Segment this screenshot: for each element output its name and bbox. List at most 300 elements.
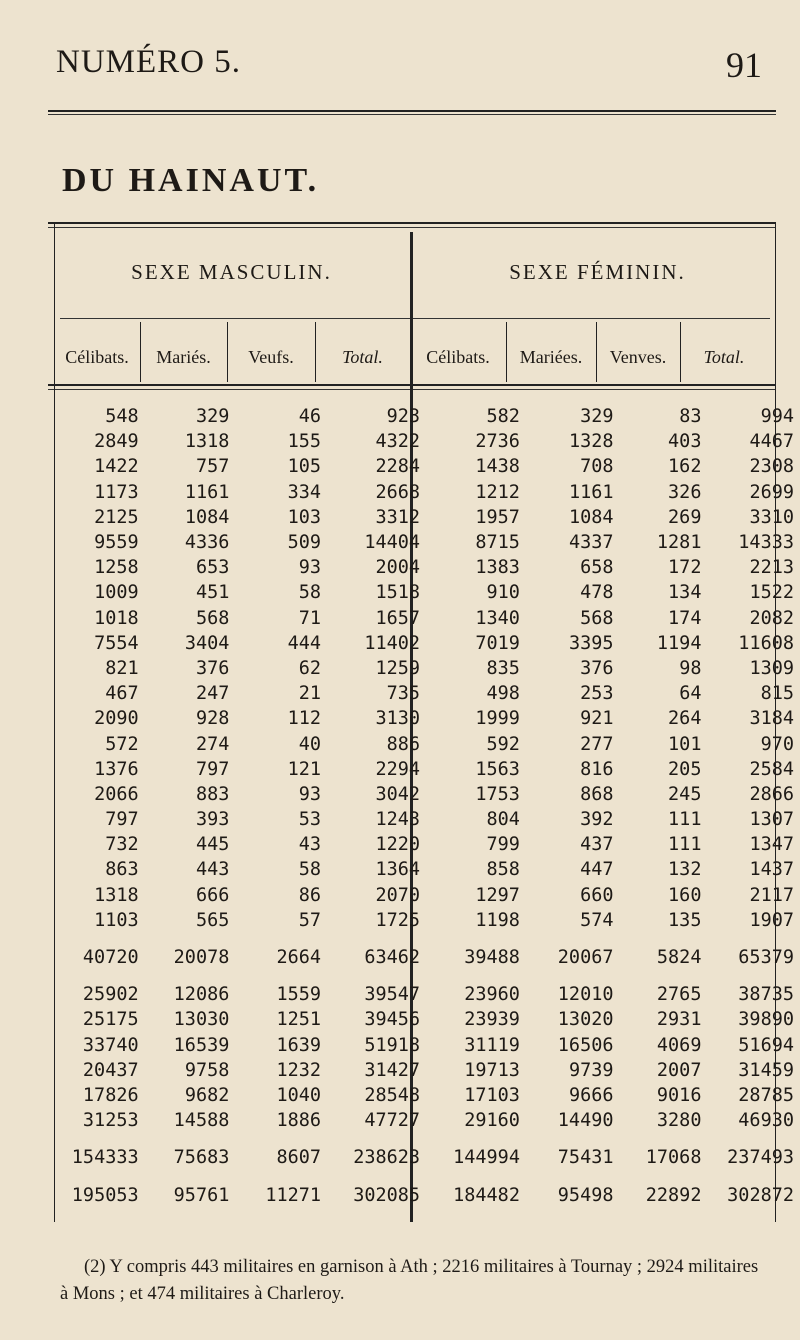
table-cell: 757 <box>195 456 230 478</box>
table-row <box>54 857 800 882</box>
table-cell: 1340 <box>475 607 520 629</box>
table-cell: 47727 <box>364 1110 421 1132</box>
table-cell: 253 <box>580 683 614 705</box>
table-cell: 653 <box>195 557 230 579</box>
table-cell: 732 <box>105 834 139 856</box>
table-cell: 121 <box>287 758 322 780</box>
table-cell: 2765 <box>656 984 702 1006</box>
table-cell: 1220 <box>375 834 421 856</box>
table-cell: 444 <box>287 632 322 654</box>
table-cell: 2125 <box>94 506 139 528</box>
table-cell: 393 <box>195 809 230 831</box>
table-cell: 14588 <box>173 1110 230 1132</box>
table-cell: 3312 <box>375 506 421 528</box>
table-cell: 2931 <box>656 1009 702 1031</box>
table-cell: 7019 <box>475 632 520 654</box>
table-cell: 2004 <box>375 557 421 579</box>
table-row <box>54 1058 800 1083</box>
table-cell: 1886 <box>276 1110 322 1132</box>
table-cell: 376 <box>195 657 230 679</box>
table-cell: 95498 <box>557 1184 614 1206</box>
table-cell: 3280 <box>656 1110 702 1132</box>
table-cell: 1657 <box>375 607 421 629</box>
table-cell: 17068 <box>645 1147 702 1169</box>
table-cell: 39890 <box>738 1009 794 1031</box>
table-cell: 39488 <box>464 947 520 969</box>
table-cell: 9016 <box>656 1084 702 1106</box>
table-cell: 4336 <box>184 532 230 554</box>
spacer-row <box>54 1133 800 1145</box>
table-cell: 1753 <box>475 783 520 805</box>
col-mariees: Mariées. <box>519 347 583 367</box>
table-cell: 923 <box>386 406 421 428</box>
table-cell: 12010 <box>557 984 614 1006</box>
table-cell: 105 <box>287 456 322 478</box>
table-cell: 2284 <box>375 456 421 478</box>
top-rule <box>48 110 776 112</box>
page-title: DU HAINAUT. <box>62 162 320 199</box>
table-row <box>54 908 800 933</box>
table-cell: 9559 <box>94 532 139 554</box>
table-cell: 39547 <box>364 984 421 1006</box>
table-cell: 2070 <box>375 884 421 906</box>
table-row <box>54 505 800 530</box>
table-cell: 467 <box>105 683 139 705</box>
col-celibats-m: Célibats. <box>65 347 129 367</box>
table-cell: 53 <box>298 809 322 831</box>
table-cell: 22892 <box>645 1184 702 1206</box>
table-cell: 797 <box>105 809 139 831</box>
table-cell: 245 <box>668 783 702 805</box>
table-cell: 392 <box>580 809 614 831</box>
table-cell: 478 <box>580 582 614 604</box>
spacer-cell <box>54 933 800 945</box>
table-cell: 858 <box>486 859 520 881</box>
table-cell: 28548 <box>364 1084 421 1106</box>
table-cell: 568 <box>580 607 614 629</box>
table-cell: 71 <box>298 607 322 629</box>
table-cell: 155 <box>287 431 322 453</box>
table-cell: 13020 <box>557 1009 614 1031</box>
table-cell: 445 <box>195 834 230 856</box>
table-row <box>54 1083 800 1108</box>
table-cell: 1907 <box>749 909 794 931</box>
table-cell: 93 <box>298 783 322 805</box>
table-cell: 111 <box>668 834 702 856</box>
table-cell: 1725 <box>375 909 421 931</box>
table-cell: 1639 <box>276 1034 322 1056</box>
spacer-row <box>54 933 800 945</box>
table-cell: 58 <box>298 582 322 604</box>
table-cell: 9682 <box>184 1084 230 1106</box>
header-brace-rule <box>60 318 770 319</box>
table-cell: 708 <box>580 456 614 478</box>
table-cell: 51694 <box>738 1034 794 1056</box>
col-maries: Mariés. <box>156 347 211 367</box>
table-cell: 568 <box>195 607 230 629</box>
table-row <box>54 404 800 429</box>
table-cell: 574 <box>580 909 614 931</box>
table-cell: 75683 <box>173 1147 230 1169</box>
grand-total-row <box>54 1182 800 1207</box>
table-cell: 83 <box>679 406 702 428</box>
table-cell: 886 <box>386 733 421 755</box>
table-cell: 302872 <box>727 1184 794 1206</box>
table-cell: 103 <box>287 506 322 528</box>
table-row <box>54 982 800 1007</box>
table-cell: 195053 <box>71 1184 139 1206</box>
table-cell: 2668 <box>375 481 421 503</box>
table-cell: 98 <box>679 657 702 679</box>
table-top-rule <box>48 222 776 224</box>
table-cell: 1212 <box>475 481 520 503</box>
table-cell: 572 <box>105 733 139 755</box>
sex-header-male: SEXE MASCULIN. <box>131 260 332 284</box>
table-cell: 2849 <box>94 431 139 453</box>
table-cell: 154333 <box>71 1147 139 1169</box>
table-row <box>54 706 800 731</box>
spacer-row <box>54 970 800 982</box>
table-cell: 31253 <box>82 1110 139 1132</box>
table-cell: 1259 <box>375 657 421 679</box>
table-cell: 2066 <box>94 783 139 805</box>
table-cell: 46930 <box>738 1110 794 1132</box>
table-cell: 20067 <box>557 947 614 969</box>
table-cell: 1307 <box>749 809 794 831</box>
table-cell: 1522 <box>749 582 794 604</box>
table-cell: 40720 <box>82 947 139 969</box>
table-cell: 43 <box>298 834 322 856</box>
table-cell: 112 <box>287 708 322 730</box>
table-cell: 1281 <box>656 532 702 554</box>
table-cell: 1318 <box>184 431 230 453</box>
table-cell: 815 <box>760 683 794 705</box>
table-cell: 7554 <box>94 632 139 654</box>
table-cell: 62 <box>298 657 322 679</box>
table-cell: 29160 <box>464 1110 520 1132</box>
table-row <box>54 580 800 605</box>
table-cell: 1438 <box>475 456 520 478</box>
table-row <box>54 807 800 832</box>
table-cell: 1161 <box>568 481 614 503</box>
table-cell: 735 <box>386 683 421 705</box>
table-cell: 38735 <box>738 984 794 1006</box>
table-cell: 33740 <box>82 1034 139 1056</box>
spacer-cell <box>54 970 800 982</box>
table-cell: 174 <box>668 607 702 629</box>
table-row <box>54 832 800 857</box>
table-cell: 58 <box>298 859 322 881</box>
table-cell: 184482 <box>453 1184 520 1206</box>
table-cell: 2866 <box>749 783 794 805</box>
table-cell: 1084 <box>568 506 614 528</box>
table-cell: 994 <box>760 406 794 428</box>
table-cell: 302085 <box>353 1184 421 1206</box>
page-number: 91 <box>726 45 762 85</box>
table-cell: 8715 <box>475 532 520 554</box>
table-cell: 17826 <box>82 1084 139 1106</box>
table-cell: 2007 <box>656 1059 702 1081</box>
table-cell: 3130 <box>375 708 421 730</box>
table-row <box>54 606 800 631</box>
table-cell: 14404 <box>364 532 421 554</box>
table-cell: 11402 <box>364 632 421 654</box>
table-cell: 1161 <box>184 481 230 503</box>
table-cell: 132 <box>668 859 702 881</box>
table-cell: 162 <box>668 456 702 478</box>
table-cell: 40 <box>298 733 322 755</box>
table-row <box>54 631 800 656</box>
table-cell: 269 <box>668 506 702 528</box>
table-cell: 31119 <box>464 1034 520 1056</box>
table-cell: 31459 <box>738 1059 794 1081</box>
table-cell: 21 <box>298 683 322 705</box>
footnote: (2) Y compris 443 militaires en garnison à Ath ; 2216 militaires à Tournay ; 2924 militaires à Mons ; et 474 militaires à Charleroy. <box>60 1257 759 1304</box>
table-cell: 160 <box>668 884 702 906</box>
table-cell: 264 <box>668 708 702 730</box>
col-divider <box>315 322 316 382</box>
table-cell: 1258 <box>94 557 139 579</box>
number-label: NUMÉRO 5. <box>56 44 242 80</box>
table-cell: 437 <box>580 834 614 856</box>
col-veufs: Veufs. <box>248 347 294 367</box>
table-cell: 1309 <box>749 657 794 679</box>
col-venves: Venves. <box>609 347 667 367</box>
table-cell: 403 <box>668 431 702 453</box>
sex-header-female: SEXE FÉMININ. <box>509 260 686 284</box>
table-cell: 4337 <box>568 532 614 554</box>
table-cell: 238623 <box>353 1147 421 1169</box>
table-cell: 1009 <box>94 582 139 604</box>
table-cell: 863 <box>105 859 139 881</box>
table-cell: 4322 <box>375 431 421 453</box>
table-cell: 329 <box>195 406 230 428</box>
table-cell: 2664 <box>276 947 322 969</box>
table-row <box>54 656 800 681</box>
table-row <box>54 757 800 782</box>
table-cell: 23960 <box>464 984 520 1006</box>
table-cell: 9739 <box>568 1059 614 1081</box>
table-cell: 23939 <box>464 1009 520 1031</box>
table-cell: 65379 <box>738 947 794 969</box>
table-cell: 4069 <box>656 1034 702 1056</box>
table-cell: 498 <box>486 683 520 705</box>
table-row <box>54 1108 800 1133</box>
col-total-m: Total. <box>342 347 383 367</box>
table-cell: 16506 <box>557 1034 614 1056</box>
col-celibats-f: Célibats. <box>426 347 490 367</box>
table-cell: 20437 <box>82 1059 139 1081</box>
table-cell: 1084 <box>184 506 230 528</box>
table-cell: 329 <box>580 406 614 428</box>
table-cell: 2117 <box>749 884 794 906</box>
table-cell: 1518 <box>375 582 421 604</box>
spacer-cell <box>54 1133 800 1145</box>
subtotal-row <box>54 1145 800 1170</box>
table-cell: 582 <box>486 406 520 428</box>
table-cell: 4467 <box>749 431 794 453</box>
running-header <box>56 44 762 94</box>
table-cell: 970 <box>760 733 794 755</box>
table-cell: 28785 <box>738 1084 794 1106</box>
table-cell: 247 <box>195 683 230 705</box>
table-cell: 2090 <box>94 708 139 730</box>
table-cell: 13030 <box>173 1009 230 1031</box>
table-cell: 63462 <box>364 947 421 969</box>
table-cell: 19713 <box>464 1059 520 1081</box>
table-cell: 237493 <box>727 1147 794 1169</box>
col-divider <box>227 322 228 382</box>
table-cell: 2736 <box>475 431 520 453</box>
table-cell: 274 <box>195 733 230 755</box>
subtotal-row <box>54 945 800 970</box>
table-cell: 1318 <box>94 884 139 906</box>
table-row <box>54 530 800 555</box>
table-row <box>54 1033 800 1058</box>
table-cell: 14333 <box>738 532 794 554</box>
table-cell: 134 <box>668 582 702 604</box>
table-cell: 31427 <box>364 1059 421 1081</box>
table-cell: 928 <box>195 708 230 730</box>
table-cell: 95761 <box>173 1184 230 1206</box>
table-cell: 2294 <box>375 758 421 780</box>
table-row <box>54 731 800 756</box>
col-divider <box>506 322 507 382</box>
table-cell: 2699 <box>749 481 794 503</box>
table-cell: 1376 <box>94 758 139 780</box>
table-cell: 326 <box>668 481 702 503</box>
table-cell: 804 <box>486 809 520 831</box>
table-cell: 592 <box>486 733 520 755</box>
table-cell: 51918 <box>364 1034 421 1056</box>
table-cell: 868 <box>580 783 614 805</box>
table-cell: 46 <box>298 406 322 428</box>
table-cell: 1347 <box>749 834 794 856</box>
spacer-cell <box>54 1170 800 1182</box>
table-cell: 910 <box>486 582 520 604</box>
table-cell: 101 <box>668 733 702 755</box>
table-cell: 1957 <box>475 506 520 528</box>
table-cell: 797 <box>195 758 230 780</box>
table-cell: 1040 <box>276 1084 322 1106</box>
table-cell: 1173 <box>94 481 139 503</box>
table-cell: 11271 <box>265 1184 322 1206</box>
table-cell: 135 <box>668 909 702 931</box>
table-cell: 1437 <box>749 859 794 881</box>
table-top-rule-thin <box>48 227 776 228</box>
table-row <box>54 480 800 505</box>
col-divider <box>680 322 681 382</box>
table-cell: 205 <box>668 758 702 780</box>
table-row <box>54 782 800 807</box>
col-divider <box>596 322 597 382</box>
table-cell: 2213 <box>749 557 794 579</box>
table-cell: 2082 <box>749 607 794 629</box>
table-cell: 1198 <box>475 909 520 931</box>
table-cell: 8607 <box>276 1147 322 1169</box>
table-cell: 1999 <box>475 708 520 730</box>
table-cell: 1251 <box>276 1009 322 1031</box>
table-cell: 25175 <box>82 1009 139 1031</box>
top-rule-thin <box>48 114 776 115</box>
table-cell: 93 <box>298 557 322 579</box>
col-total-f: Total. <box>703 347 745 367</box>
table-cell: 443 <box>195 859 230 881</box>
table-cell: 1328 <box>568 431 614 453</box>
table-cell: 658 <box>580 557 614 579</box>
table-cell: 111 <box>668 809 702 831</box>
table-cell: 3395 <box>568 632 614 654</box>
table-cell: 11608 <box>738 632 794 654</box>
table-cell: 144994 <box>453 1147 520 1169</box>
table-cell: 3184 <box>749 708 794 730</box>
table-cell: 39456 <box>364 1009 421 1031</box>
table-cell: 1232 <box>276 1059 322 1081</box>
table-cell: 799 <box>486 834 520 856</box>
table-cell: 172 <box>668 557 702 579</box>
table-row <box>54 555 800 580</box>
table-cell: 334 <box>287 481 322 503</box>
table-cell: 1422 <box>94 456 139 478</box>
table-cell: 17103 <box>464 1084 520 1106</box>
table-row <box>54 429 800 454</box>
table-cell: 1194 <box>656 632 702 654</box>
table-row <box>54 1007 800 1032</box>
table-cell: 835 <box>486 657 520 679</box>
table-cell: 666 <box>195 884 230 906</box>
table-cell: 821 <box>105 657 139 679</box>
table-cell: 277 <box>580 733 614 755</box>
table-cell: 376 <box>580 657 614 679</box>
table-cell: 9758 <box>184 1059 230 1081</box>
table-cell: 12086 <box>173 984 230 1006</box>
population-table <box>54 404 800 1208</box>
table-cell: 57 <box>298 909 322 931</box>
table-cell: 1297 <box>475 884 520 906</box>
table-cell: 3310 <box>749 506 794 528</box>
table-cell: 1364 <box>375 859 421 881</box>
table-cell: 565 <box>195 909 230 931</box>
table-cell: 660 <box>580 884 614 906</box>
table-cell: 9666 <box>568 1084 614 1106</box>
table-cell: 1559 <box>276 984 322 1006</box>
table-cell: 1103 <box>94 909 139 931</box>
table-cell: 509 <box>287 532 322 554</box>
table-cell: 86 <box>298 884 322 906</box>
col-divider <box>140 322 141 382</box>
table-cell: 548 <box>105 406 139 428</box>
table-cell: 1018 <box>94 607 139 629</box>
table-cell: 883 <box>195 783 230 805</box>
table-cell: 3404 <box>184 632 230 654</box>
table-cell: 2584 <box>749 758 794 780</box>
table-cell: 16539 <box>173 1034 230 1056</box>
table-cell: 1383 <box>475 557 520 579</box>
table-cell: 64 <box>679 683 702 705</box>
table-row <box>54 681 800 706</box>
table-cell: 3042 <box>375 783 421 805</box>
table-cell: 75431 <box>557 1147 614 1169</box>
spacer-row <box>54 1170 800 1182</box>
table-cell: 816 <box>580 758 614 780</box>
table-row <box>54 454 800 479</box>
table-row <box>54 883 800 908</box>
table-cell: 20078 <box>173 947 230 969</box>
table-cell: 5824 <box>656 947 702 969</box>
table-cell: 447 <box>580 859 614 881</box>
table-cell: 2308 <box>749 456 794 478</box>
table-cell: 1243 <box>375 809 421 831</box>
